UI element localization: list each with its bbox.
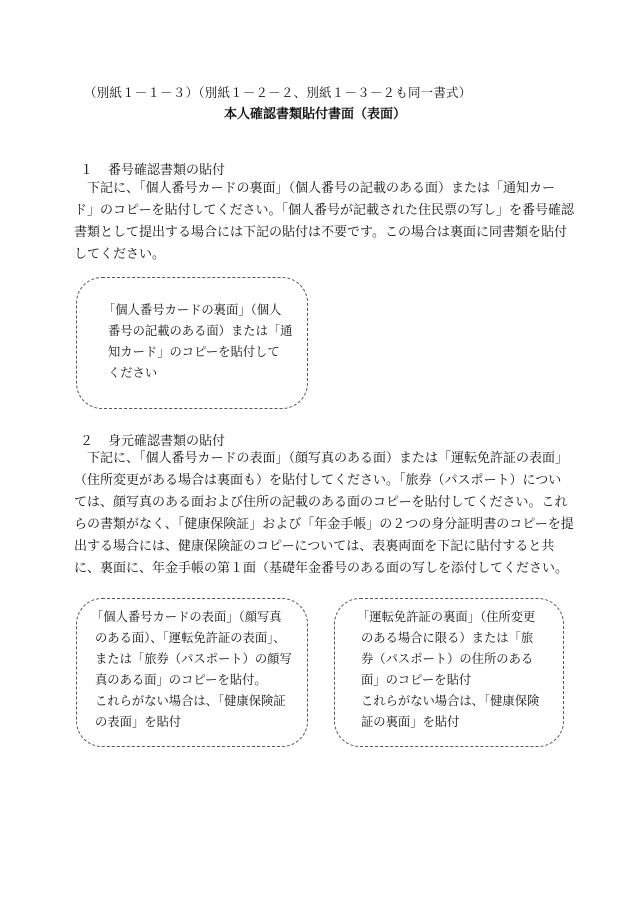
document-title: 本人確認書類貼付書面（表面） <box>223 107 406 122</box>
section1-heading-text: 番号確認書類の貼付 <box>108 163 226 178</box>
section2-heading-text: 身元確認書類の貼付 <box>108 434 226 449</box>
box-line: 証の裏面」を貼付 <box>361 715 460 729</box>
section2-front-box-text <box>91 607 292 733</box>
section2-heading <box>80 430 225 449</box>
section1-number: １ <box>80 163 94 178</box>
box-line: 券（パスポート）の住所のある <box>361 652 534 666</box>
section2-front-paste-box <box>76 598 308 747</box>
form-reference-line: （別紙１－１－３）（別紙１－２－２、別紙１－３－２も同一書式） <box>84 85 472 100</box>
section1-box-text <box>103 300 292 384</box>
box-line: のある面）、「運転免許証の表面」、 <box>95 631 286 645</box>
box-line: これらがない場合は、「健康保険証 <box>95 694 286 708</box>
section1-heading <box>80 159 225 178</box>
box-line: 真のある面」のコピーを貼付。 <box>95 673 267 687</box>
box-line: 「運転免許証の裏面」（住所変更 <box>357 610 536 624</box>
box-line: のある場合に限る）または「旅 <box>361 631 534 645</box>
box-line: ください <box>108 366 158 380</box>
box-line: の表面」を貼付 <box>95 715 182 729</box>
section2-number: ２ <box>80 434 94 449</box>
box-line: 知カード」のコピーを貼付して <box>108 345 280 359</box>
box-line: 「個人番号カードの表面」（顔写真 <box>91 610 282 624</box>
box-line: 面」のコピーを貼付 <box>361 673 472 687</box>
section1-paste-box <box>76 277 308 409</box>
section2-paragraph: 下記に、「個人番号カードの表面」（顔写真のある面）または「運転免許証の表面」（住所変更がある場合は裏面も）を貼付してください。「旅券（パスポート）については、顔写真のある面および住所の記載のある面のコピーを貼付してください。これらの書類がなく、「健康保険証」および「年金手帳」の２つの身分証明書のコピーを提出する場合には、健康保険証のコピーについては、表裏両面を下記に貼付すると共に、裏面に、年金手帳の第１面（基礎年金番号のある面の写しを添付してください。 <box>74 451 574 576</box>
section2-back-box-text <box>357 607 539 733</box>
section1-paragraph: 下記に、「個人番号カードの裏面」（個人番号の記載のある面）または「通知カード」のコピーを貼付してください。「個人番号が記載された住民票の写し」を番号確認書類として提出する場合には下記の貼付は不要です。この場合は裏面に同書類を貼付してください。 <box>74 181 574 262</box>
section2-back-paste-box <box>334 598 564 747</box>
box-line: 番号の記載のある面）または「通 <box>108 324 293 338</box>
box-line: 「個人番号カードの裏面」（個人 <box>103 303 282 317</box>
box-line: または「旅券（パスポート）の顔写 <box>95 652 292 666</box>
box-line: これらがない場合は、「健康保険 <box>361 694 540 708</box>
